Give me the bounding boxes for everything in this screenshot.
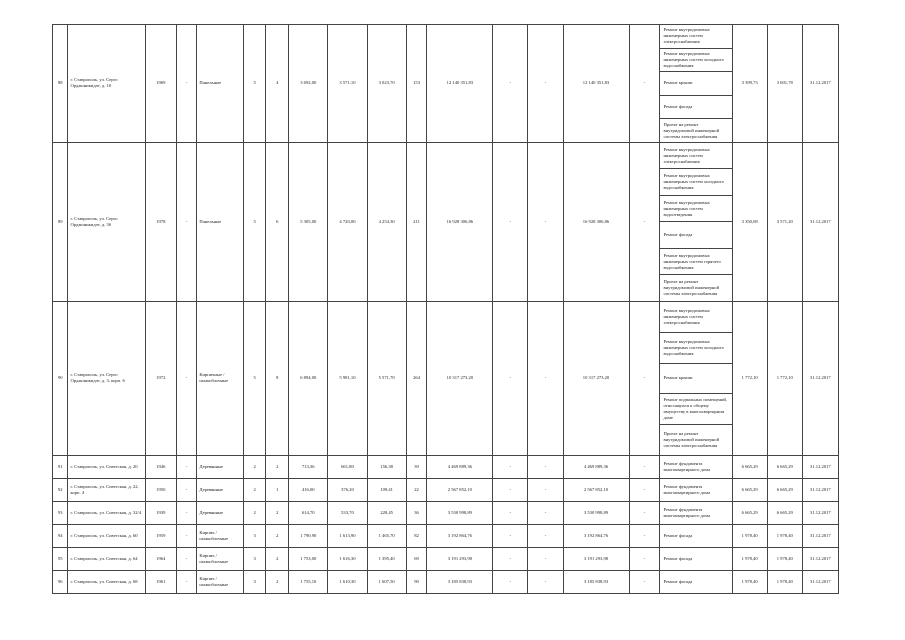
cell-date: 31.12.2017 (802, 142, 838, 301)
cell-address: г. Ставрополь, ул. Советская, д. 20 (68, 455, 145, 478)
work-item: Ремонт внутридомовых инженерных систем холодного водоснабжения (660, 49, 731, 73)
cell-c16: - (629, 455, 660, 478)
cell-cost-region: 3 185 838,93 (563, 570, 629, 593)
cell-area-b: 4 254,30 (367, 142, 406, 301)
work-item: Ремонт фундамента многоквартирного дома (663, 506, 710, 518)
cell-entrances: 1 (266, 478, 289, 501)
cell-c13: - (493, 570, 528, 593)
cell-area-b: 1 395,40 (367, 547, 406, 570)
document-sheet (52, 24, 839, 594)
work-item: Ремонт фасада (660, 96, 731, 120)
cell-floors: 2 (243, 478, 266, 501)
cell-cost-region: 3 530 998,89 (563, 501, 629, 524)
cell-date: 31.12.2017 (802, 301, 838, 455)
cell-entrances: 2 (266, 547, 289, 570)
cell-works (660, 301, 732, 455)
table-row (53, 25, 839, 143)
cell-limit-cost: 1 772,10 (767, 301, 802, 455)
cell-address: г. Ставрополь, ул. Советская, д. 22, корп. 4 (68, 478, 145, 501)
cell-c14: - (528, 570, 563, 593)
cell-limit-cost: 6 665,29 (767, 455, 802, 478)
cell-c14: - (528, 547, 563, 570)
cell-floors: 5 (243, 142, 266, 301)
table-row (53, 570, 839, 593)
cell-residents: 264 (406, 301, 427, 455)
cell-cost-region: 2 567 852,10 (563, 478, 629, 501)
cell-date: 31.12.2017 (802, 524, 838, 547)
cell-area-a: 376,20 (328, 478, 367, 501)
work-item: Ремонт внутридомовых инженерных систем водоотведения (660, 196, 731, 223)
table-row (53, 142, 839, 301)
cell-works (660, 501, 732, 524)
cell-unit-cost: 1 772,10 (732, 301, 767, 455)
work-item: Ремонт крыши (660, 72, 731, 96)
cell-floors: 3 (243, 547, 266, 570)
cell-area-a: 1 613,90 (328, 524, 367, 547)
cell-walls: Панельные (197, 142, 243, 301)
cell-address: г. Ставрополь, ул. Советская, д. 64 (68, 547, 145, 570)
cell-unit-cost: 1 978,40 (732, 547, 767, 570)
cell-residents: 36 (406, 501, 427, 524)
cell-c13: - (493, 455, 528, 478)
cell-num: 95 (53, 547, 68, 570)
work-item: Проект на ремонт внутридомовой инженерной системы электроснабжения (663, 431, 720, 449)
cell-year: 1950 (145, 478, 176, 501)
cell-c14: - (528, 301, 563, 455)
cell-c14: - (528, 142, 563, 301)
cell-c14: - (528, 25, 563, 143)
cell-residents: 39 (406, 455, 427, 478)
cell-limit-cost: 1 978,40 (767, 547, 802, 570)
work-item: Ремонт фасада (663, 578, 693, 584)
cell-area-b: 156,38 (367, 455, 406, 478)
cell-c14: - (528, 455, 563, 478)
cell-c13: - (493, 547, 528, 570)
cell-floors: 2 (243, 455, 266, 478)
cell-limit-cost: 1 978,40 (767, 570, 802, 593)
cell-area-b: 1 607,50 (367, 570, 406, 593)
cell-cost-region: 10 317 273,20 (563, 301, 629, 455)
cell-year: 1939 (145, 501, 176, 524)
cell-floors: 3 (243, 570, 266, 593)
cell-area-a: 1 610,30 (328, 570, 367, 593)
cell-address: г. Ставрополь, ул. Серго Орджоникидзе, д. 3, корп. 6 (68, 301, 145, 455)
table-row (53, 301, 839, 455)
cell-c4: - (176, 25, 197, 143)
cell-cost-region: 3 192 864,76 (563, 524, 629, 547)
cell-address: г. Ставрополь, ул. Советская, д. 68 (68, 570, 145, 593)
cell-num: 91 (53, 455, 68, 478)
work-item: Ремонт фасада (660, 222, 731, 249)
cell-limit-cost: 6 665,29 (767, 501, 802, 524)
cell-works (660, 570, 732, 593)
cell-cost-region: 16 928 306,86 (563, 142, 629, 301)
cell-c16: - (629, 547, 660, 570)
cell-c4: - (176, 142, 197, 301)
cell-floors: 3 (243, 524, 266, 547)
cell-residents: 153 (406, 25, 427, 143)
cell-year: 1969 (145, 25, 176, 143)
cell-works (660, 547, 732, 570)
work-item: Ремонт фундамента многоквартирного дома (663, 483, 710, 495)
cell-unit-cost: 3 399,73 (732, 25, 767, 143)
cell-c4: - (176, 501, 197, 524)
work-item: Проект на ремонт внутридомовой инженерной системы электроснабжения (663, 279, 720, 297)
cell-area-b: 5 571,70 (367, 301, 406, 455)
cell-entrances: 4 (266, 25, 289, 143)
work-item: Ремонт фасада (663, 555, 693, 561)
table-row (53, 547, 839, 570)
cell-c13: - (493, 142, 528, 301)
cell-c14: - (528, 478, 563, 501)
cell-date: 31.12.2017 (802, 478, 838, 501)
cell-cost: 3 192 864,76 (427, 524, 493, 547)
cell-works (660, 142, 732, 301)
cell-year: 1964 (145, 547, 176, 570)
cell-area-total: 1 790,90 (289, 524, 328, 547)
work-item: Ремонт фундамента многоквартирного дома (663, 460, 710, 472)
cell-area-total: 416,00 (289, 478, 328, 501)
work-item: Ремонт внутридомовых инженерных систем электроснабжения (660, 25, 731, 49)
cell-c4: - (176, 301, 197, 455)
cell-year: 1959 (145, 524, 176, 547)
cell-date: 31.12.2017 (802, 25, 838, 143)
cell-area-a: 4 720,00 (328, 142, 367, 301)
cell-entrances: 6 (266, 142, 289, 301)
cell-num: 88 (53, 25, 68, 143)
cell-unit-cost: 1 978,40 (732, 570, 767, 593)
cell-num: 90 (53, 301, 68, 455)
cell-works (660, 524, 732, 547)
cell-works (660, 25, 732, 143)
cell-num: 96 (53, 570, 68, 593)
cell-c14: - (528, 524, 563, 547)
cell-floors: 5 (243, 301, 266, 455)
cell-limit-cost: 6 665,29 (767, 478, 802, 501)
cell-area-total: 1 755,10 (289, 570, 328, 593)
cell-walls: Деревянные (197, 478, 243, 501)
cell-c13: - (493, 478, 528, 501)
work-item: Ремонт подвальных помещений, относящихся к общему имуществу в многоквартирном доме (660, 394, 731, 425)
cell-unit-cost: 3 350,08 (732, 142, 767, 301)
cell-area-total: 5 305,00 (289, 142, 328, 301)
table-row (53, 524, 839, 547)
work-item: Ремонт внутридомовых инженерных систем электроснабжения (660, 143, 731, 170)
cell-c4: - (176, 570, 197, 593)
repair-program-table (52, 24, 839, 594)
cell-unit-cost: 6 665,29 (732, 501, 767, 524)
cell-residents: 82 (406, 524, 427, 547)
cell-date: 31.12.2017 (802, 547, 838, 570)
cell-cost: 16 928 306,86 (427, 142, 493, 301)
cell-date: 31.12.2017 (802, 570, 838, 593)
cell-entrances: 2 (266, 524, 289, 547)
cell-works (660, 478, 732, 501)
cell-area-a: 1 616,30 (328, 547, 367, 570)
cell-walls: Кирпичные / шлакоблочные (197, 301, 243, 455)
cell-c4: - (176, 547, 197, 570)
cell-cost: 12 140 351,83 (427, 25, 493, 143)
cell-residents: 22 (406, 478, 427, 501)
cell-floors: 2 (243, 501, 266, 524)
cell-address: г. Ставрополь, ул. Серго Орджоникидзе, д. 10 (68, 25, 145, 143)
cell-c14: - (528, 501, 563, 524)
cell-walls: Деревянные (197, 501, 243, 524)
cell-c13: - (493, 301, 528, 455)
cell-c16: - (629, 301, 660, 455)
work-item: Ремонт внутридомовых инженерных систем холодного водоснабжения (660, 333, 731, 364)
cell-entrances: 8 (266, 301, 289, 455)
cell-cost-region: 12 140 351,83 (563, 25, 629, 143)
cell-c16: - (629, 25, 660, 143)
cell-limit-cost: 3 601,78 (767, 25, 802, 143)
work-item: Ремонт внутридомовых инженерных систем горячего водоснабжения (660, 249, 731, 276)
cell-entrances: 2 (266, 570, 289, 593)
cell-c4: - (176, 478, 197, 501)
cell-cost: 3 530 998,89 (427, 501, 493, 524)
cell-area-b: 109,41 (367, 478, 406, 501)
cell-area-b: 3 023,70 (367, 25, 406, 143)
cell-num: 93 (53, 501, 68, 524)
cell-c13: - (493, 25, 528, 143)
table-row (53, 501, 839, 524)
cell-year: 1972 (145, 301, 176, 455)
cell-year: 1946 (145, 455, 176, 478)
table-row (53, 455, 839, 478)
cell-c16: - (629, 524, 660, 547)
cell-area-total: 1 753,00 (289, 547, 328, 570)
cell-area-total: 614,70 (289, 501, 328, 524)
cell-area-a: 661,80 (328, 455, 367, 478)
cell-walls: Кирпич / шлакоблочные (197, 524, 243, 547)
cell-year: 1961 (145, 570, 176, 593)
cell-walls: Панельные (197, 25, 243, 143)
cell-unit-cost: 1 978,40 (732, 524, 767, 547)
cell-c4: - (176, 455, 197, 478)
cell-c16: - (629, 501, 660, 524)
cell-area-a: 533,70 (328, 501, 367, 524)
work-item: Ремонт внутридомовых инженерных систем электроснабжения (660, 302, 731, 333)
work-item: Ремонт крыши (660, 364, 731, 395)
cell-unit-cost: 6 665,29 (732, 478, 767, 501)
cell-residents: 211 (406, 142, 427, 301)
cell-unit-cost: 6 665,29 (732, 455, 767, 478)
work-item: Ремонт внутридомовых инженерных систем холодного водоснабжения (660, 169, 731, 196)
cell-cost-region: 3 191 293,98 (563, 547, 629, 570)
cell-residents: 69 (406, 547, 427, 570)
cell-date: 31.12.2017 (802, 455, 838, 478)
cell-c13: - (493, 501, 528, 524)
cell-area-b: 228,45 (367, 501, 406, 524)
cell-address: г. Ставрополь, ул. Серго Орджоникидзе, д. 3б (68, 142, 145, 301)
cell-c16: - (629, 478, 660, 501)
cell-works (660, 455, 732, 478)
cell-cost: 4 469 889,36 (427, 455, 493, 478)
cell-entrances: 2 (266, 455, 289, 478)
cell-year: 1978 (145, 142, 176, 301)
cell-area-total: 713,36 (289, 455, 328, 478)
work-item: Ремонт фасада (663, 532, 693, 538)
cell-cost-region: 4 469 889,36 (563, 455, 629, 478)
cell-area-a: 3 571,10 (328, 25, 367, 143)
cell-cost: 3 185 838,93 (427, 570, 493, 593)
cell-num: 89 (53, 142, 68, 301)
cell-c16: - (629, 142, 660, 301)
cell-walls: Кирпич / шлакоблочные (197, 570, 243, 593)
cell-walls: Деревянные (197, 455, 243, 478)
cell-address: г. Ставрополь, ул. Советская, д. 32/4 (68, 501, 145, 524)
cell-cost: 3 191 293,98 (427, 547, 493, 570)
cell-cost: 10 317 273,20 (427, 301, 493, 455)
table-row (53, 478, 839, 501)
cell-num: 92 (53, 478, 68, 501)
cell-limit-cost: 3 571,20 (767, 142, 802, 301)
cell-date: 31.12.2017 (802, 501, 838, 524)
cell-walls: Кирпич / шлакоблочные (197, 547, 243, 570)
cell-entrances: 2 (266, 501, 289, 524)
cell-residents: 90 (406, 570, 427, 593)
cell-num: 94 (53, 524, 68, 547)
cell-floors: 5 (243, 25, 266, 143)
cell-c13: - (493, 524, 528, 547)
cell-area-b: 1 465,70 (367, 524, 406, 547)
cell-area-a: 5 981,10 (328, 301, 367, 455)
cell-cost: 2 567 852,10 (427, 478, 493, 501)
cell-area-total: 3 692,00 (289, 25, 328, 143)
cell-limit-cost: 1 978,40 (767, 524, 802, 547)
cell-address: г. Ставрополь, ул. Советская, д. 60 (68, 524, 145, 547)
cell-c4: - (176, 524, 197, 547)
work-item: Проект на ремонт внутридомовой инженерной системы электроснабжения (663, 121, 720, 139)
cell-area-total: 6 894,00 (289, 301, 328, 455)
cell-c16: - (629, 570, 660, 593)
